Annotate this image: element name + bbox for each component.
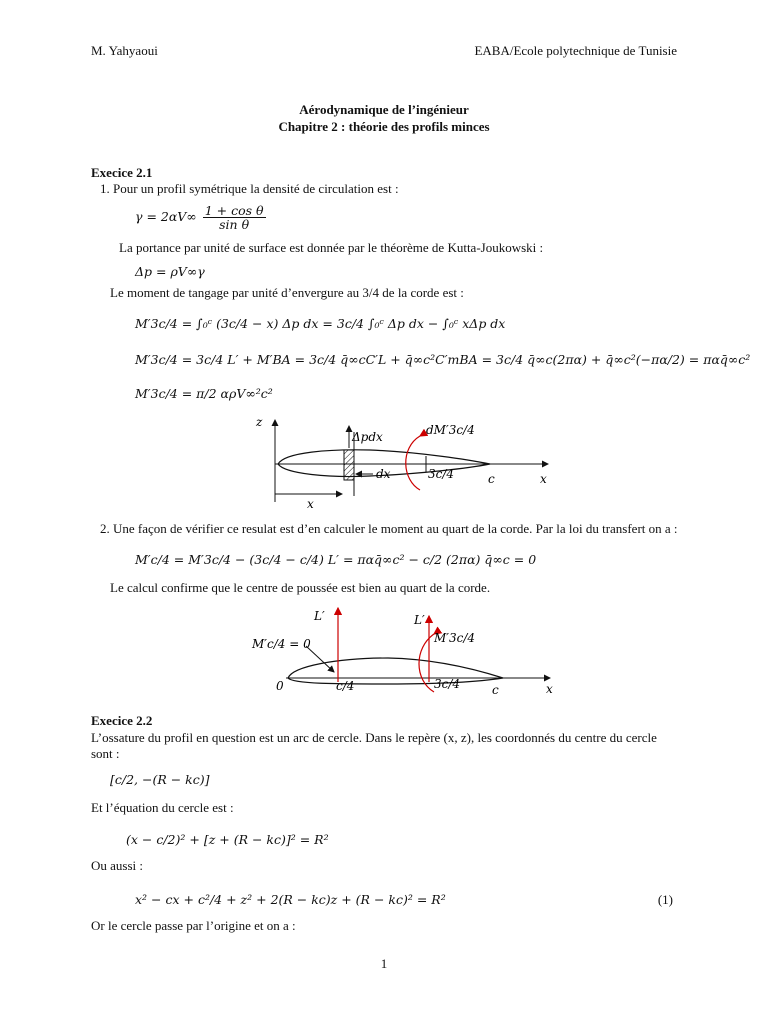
x-dimension-label: x [307,497,314,511]
fraction [203,204,266,231]
moment-label: dM′3c/4 [426,423,475,437]
figure-airfoil-lift [248,602,560,694]
z-axis-label: z [256,415,263,429]
exercise-heading: Execice 2.1 [91,165,153,180]
chord-label: c [488,472,495,486]
dx-label: dx [376,467,391,481]
quarter-chord-label: c/4 [336,679,355,693]
x-axis-label: x [546,682,553,694]
equation-dp: Δp = ρV∞γ [135,264,205,279]
moment-quarter-label: M′c/4 = 0 [252,637,311,651]
header-author: M. Yahyaoui [91,43,158,58]
fraction-denominator: sin θ [219,217,250,233]
lift-label-1: L′ [314,609,325,623]
equation-circle: (x − c/2)² + [z + (R − kc)]² = R² [126,832,329,847]
page-number: 1 [380,956,388,971]
equation-moment-2: M′3c/4 = 3c/4 L′ + M′BA = 3c/4 q̄∞cC′L + q̄∞c²C′mBA = 3c/4 q̄∞c(2πα) + q̄∞c²(−πα/2) = παq̄∞c² [135,352,751,367]
origin-text: Or le cercle passe par l’origine et on a : [91,918,296,933]
hatched-element [344,450,354,480]
confirm-text: Le calcul confirme que le centre de poussée est bien au quart de la corde. [110,580,491,595]
origin-label: 0 [276,679,284,693]
fraction-numerator: 1 + cos θ [204,203,264,218]
dpdx-label: Δpdx [352,430,383,444]
equation-number: (1) [657,892,673,907]
moment-three-quarter-label: M′3c/4 [434,631,476,645]
lift-label-2: L′ [414,613,425,627]
equation-moment-1: M′3c/4 = ∫₀ᶜ (3c/4 − x) Δp dx = 3c/4 ∫₀ᶜ Δp dx − ∫₀ᶜ xΔp dx [135,316,506,331]
equation-center: [c/2, −(R − kc)] [110,772,210,787]
paragraph-line-1: L’ossature du profil en question est un arc de cercle. Dans le repère (x, z), les coordonnés du centre du cercle [91,730,657,745]
moment-text: Le moment de tangage par unité d’envergure au 3/4 de la corde est : [110,285,464,300]
moment-arc-arrow [406,436,420,490]
equation-gamma [135,204,268,231]
three-quarter-chord-label: 3c/4 [428,467,455,481]
equation-gamma-left: γ = 2αV∞ [135,209,197,225]
equation-moment-3: M′3c/4 = π/2 αρV∞²c² [135,386,273,401]
airfoil-shape [288,658,503,684]
circle-text: Et l’équation du cercle est : [91,800,234,815]
equation-check: M′c/4 = M′3c/4 − (3c/4 − c/4) L′ = παq̄∞c² − c/2 (2πα) q̄∞c = 0 [135,552,537,567]
x-axis-label: x [540,472,547,486]
lift-text: La portance par unité de surface est donnée par le théorème de Kutta-Joukowski : [119,240,544,255]
document-title: Aérodynamique de l’ingénieur [299,102,469,117]
chord-label: c [492,683,499,694]
or-aussi-text: Ou aussi : [91,858,143,873]
paragraph-line-2: sont : [91,746,120,761]
equation-expanded: x² − cx + c²/4 + z² + 2(R − kc)z + (R − kc)² = R² [135,892,446,907]
three-quarter-chord-label: 3c/4 [434,677,461,691]
figure-airfoil-moment [250,412,560,514]
item-2-text: 2. Une façon de vérifier ce resulat est d’en calculer le moment au quart de la corde. Par la loi du transfert on a : [100,521,678,536]
exercise-heading: Execice 2.2 [91,713,153,728]
header-institution: EABA/Ecole polytechnique de Tunisie [474,43,677,58]
item-1-text: 1. Pour un profil symétrique la densité de circulation est : [100,181,399,196]
chapter-title: Chapitre 2 : théorie des profils minces [278,119,490,134]
